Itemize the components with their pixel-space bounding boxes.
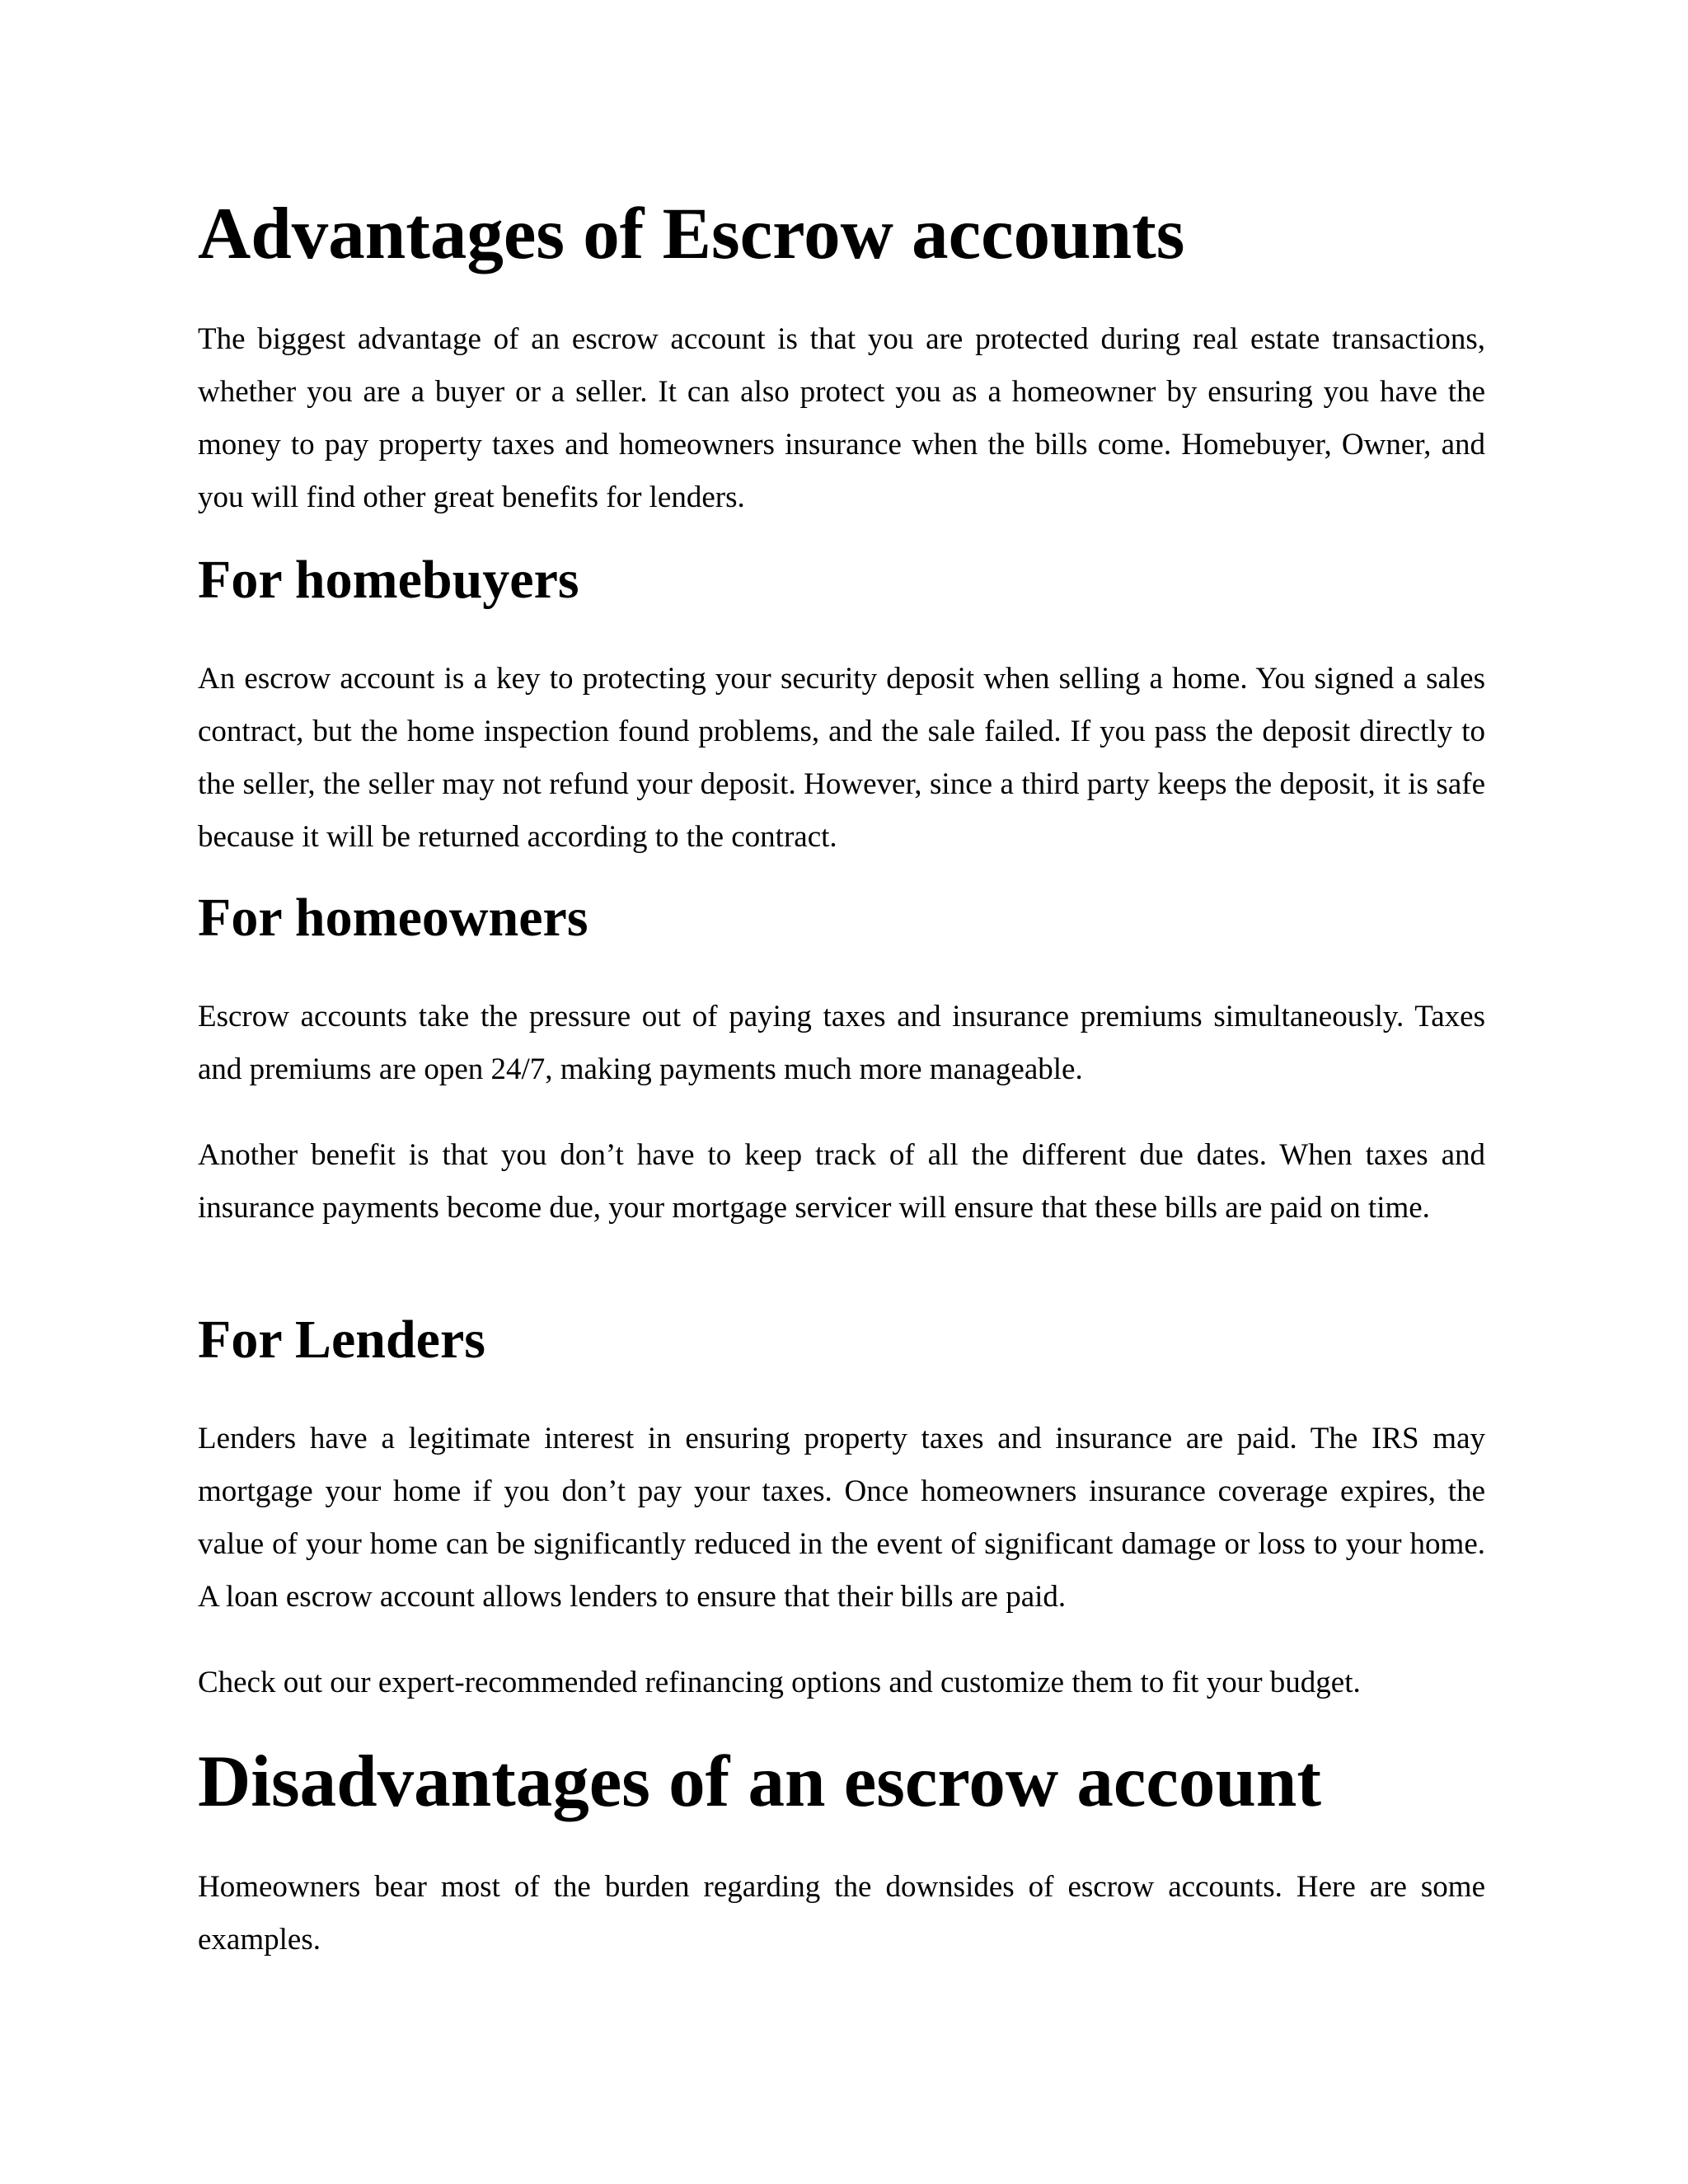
- paragraph-advantages-intro: The biggest advantage of an escrow account is that you are protected during real estate transactions, whether you are a buyer or a seller. It can also protect you as a homeowner by ensuring you have the money to pay property taxes and homeowners insurance when the bills come. Homebuyer, Owner, and you will find other great benefits for lenders.: [198, 322, 1485, 514]
- paragraph-homeowners-1: Escrow accounts take the pressure out of paying taxes and insurance premiums simultaneously. Taxes and premiums are open 24/7, making payments much more manageable.: [198, 1000, 1485, 1086]
- heading-advantages: Advantages of Escrow accounts: [198, 194, 1185, 274]
- paragraph-lenders-2: Check out our expert-recommended refinancing options and customize them to fit your budget.: [198, 1666, 1361, 1699]
- heading-disadvantages: Disadvantages of an escrow account: [198, 1741, 1321, 1822]
- heading-lenders: For Lenders: [198, 1310, 485, 1370]
- paragraph-lenders-1: Lenders have a legitimate interest in ensuring property taxes and insurance are paid. The IRS may mortgage your home if you don’t pay your taxes. Once homeowners insurance coverage expires, the value of your home can be significantly reduced in the event of significant damage or loss to your home. A loan escrow account allows lenders to ensure that their bills are paid.: [198, 1422, 1485, 1614]
- paragraph-homebuyers: An escrow account is a key to protecting your security deposit when selling a home. You signed a sales contract, but the home inspection found problems, and the sale failed. If you pass the deposit directly to the seller, the seller may not refund your deposit. However, since a third party keeps the deposit, it is safe because it will be returned according to the contract.: [198, 662, 1485, 854]
- heading-homeowners: For homeowners: [198, 888, 588, 948]
- paragraph-disadvantages-intro: Homeowners bear most of the burden regarding the downsides of escrow accounts. Here are some examples.: [198, 1870, 1485, 1957]
- heading-homebuyers: For homebuyers: [198, 550, 579, 610]
- paragraph-homeowners-2: Another benefit is that you don’t have to keep track of all the different due dates. When taxes and insurance payments become due, your mortgage servicer will ensure that these bills are paid on time.: [198, 1138, 1485, 1225]
